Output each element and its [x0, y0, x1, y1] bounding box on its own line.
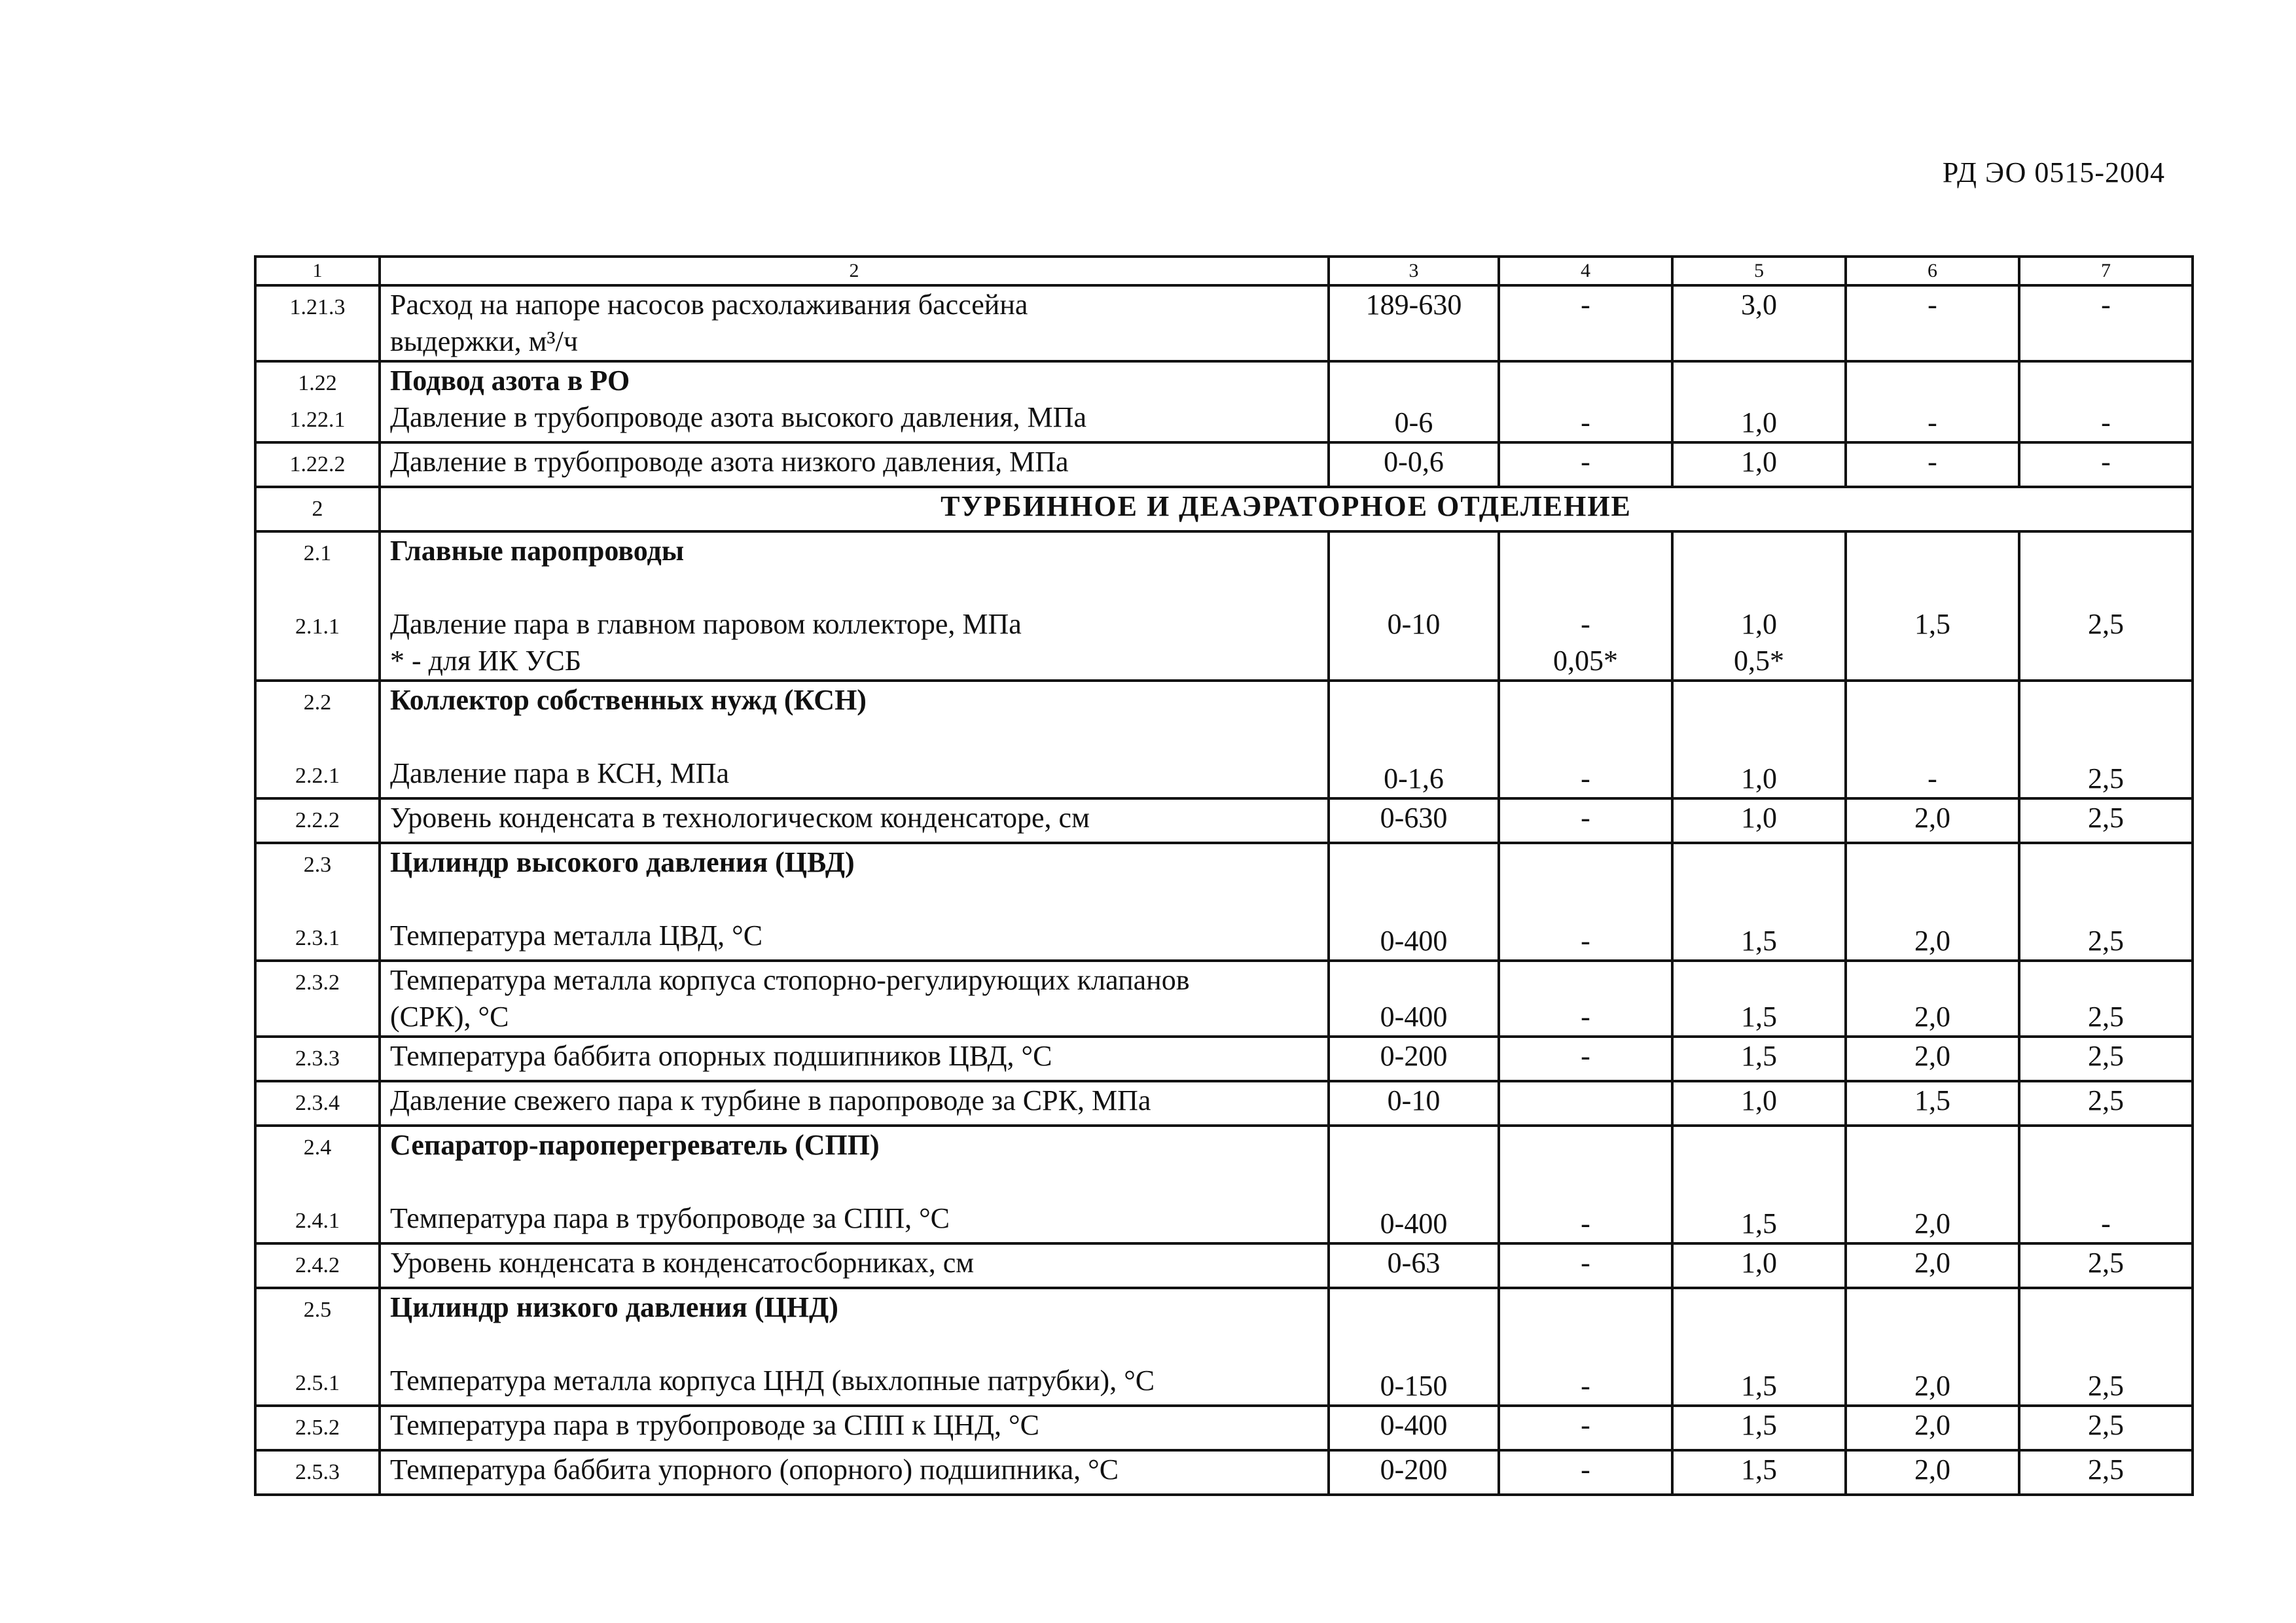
column-6-value: 2,0 — [1846, 1288, 2019, 1406]
measurement-range: 0-6 — [1329, 361, 1499, 442]
row-number: 2.1 2.1.1 — [255, 531, 380, 681]
row-number: 1.22.2 — [255, 442, 380, 487]
column-6-value: 2,0 — [1846, 843, 2019, 961]
table-row — [255, 361, 2193, 442]
column-6-value: - — [1846, 681, 2019, 798]
column-5-value: 1,0 — [1672, 681, 1846, 798]
table-row — [255, 285, 2193, 361]
table-row — [255, 1450, 2193, 1495]
parameter-name: Давление свежего пара к турбине в паропроводе за СРК, МПа — [380, 1081, 1329, 1126]
parameter-name: Уровень конденсата в конденсатосборниках, см — [380, 1243, 1329, 1288]
measurement-range: 0-400 — [1329, 1126, 1499, 1243]
column-number-header-row — [255, 257, 2193, 285]
measurement-range: 0-10 — [1329, 1081, 1499, 1126]
parameter-name-line: Температура металла корпуса стопорно-регулирующих клапанов — [390, 964, 1190, 996]
parameters-table — [254, 255, 2194, 1496]
column-number: 3 — [1329, 257, 1499, 285]
column-7-value: - — [2019, 442, 2193, 487]
column-4-value: - — [1499, 1450, 1672, 1495]
parameter-name — [380, 961, 1329, 1037]
parameter-name — [380, 681, 1329, 798]
parameter-name — [380, 361, 1329, 442]
column-4-value: - — [1499, 843, 1672, 961]
column-4-value: - — [1499, 1288, 1672, 1406]
column-7-value: 2,5 — [2019, 1288, 2193, 1406]
column-4-value: - — [1499, 1406, 1672, 1450]
column-5-value: 1,0 — [1672, 1081, 1846, 1126]
column-4-value: - — [1499, 1126, 1672, 1243]
measurement-range: 0-63 — [1329, 1243, 1499, 1288]
row-number: 1.22 1.22.1 — [255, 361, 380, 442]
parameter-name: Давление в трубопроводе азота низкого давления, МПа — [380, 442, 1329, 487]
column-7-value: 2,5 — [2019, 961, 2193, 1037]
column-6-value: - — [1846, 442, 2019, 487]
row-number: 2.2 2.2.1 — [255, 681, 380, 798]
column-4-value: - — [1499, 361, 1672, 442]
column-number: 6 — [1846, 257, 2019, 285]
column-5-value: 1,5 — [1672, 1037, 1846, 1081]
column-6-value: 2,0 — [1846, 1243, 2019, 1288]
section-row — [255, 487, 2193, 531]
parameter-name: Температура баббита опорных подшипников ЦВД, °С — [380, 1037, 1329, 1081]
column-7-value: 2,5 — [2019, 1406, 2193, 1450]
parameter-name-line: Температура металла ЦВД, °С — [390, 919, 763, 952]
group-heading: Сепаратор-пароперегреватель (СПП) — [390, 1129, 880, 1161]
column-6-value: 2,0 — [1846, 1406, 2019, 1450]
parameter-name — [380, 531, 1329, 681]
column-4-value: - — [1499, 1037, 1672, 1081]
parameter-name-line: Расход на напоре насосов расхолаживания бассейна — [390, 289, 1028, 321]
column-5-value: 1,0 0,5* — [1672, 531, 1846, 681]
row-number: 2.3.4 — [255, 1081, 380, 1126]
measurement-range: 0-150 — [1329, 1288, 1499, 1406]
column-7-value: - — [2019, 1126, 2193, 1243]
parameter-name — [380, 1126, 1329, 1243]
column-5-value: 1,0 — [1672, 442, 1846, 487]
column-6-value: 2,0 — [1846, 798, 2019, 843]
table-row — [255, 961, 2193, 1037]
column-4-value: - — [1499, 285, 1672, 361]
row-number: 2.5.3 — [255, 1450, 380, 1495]
table-row — [255, 1288, 2193, 1406]
parameter-name — [380, 1288, 1329, 1406]
measurement-range: 189-630 — [1329, 285, 1499, 361]
group-heading: Цилиндр высокого давления (ЦВД) — [390, 846, 855, 878]
footnote: * - для ИК УСБ — [390, 645, 582, 677]
row-number: 2.5.2 — [255, 1406, 380, 1450]
column-6-value: 1,5 — [1846, 531, 2019, 681]
table-row — [255, 843, 2193, 961]
row-number: 2.5 2.5.1 — [255, 1288, 380, 1406]
measurement-range: 0-400 — [1329, 961, 1499, 1037]
table-row — [255, 1037, 2193, 1081]
table-row — [255, 681, 2193, 798]
group-heading: Коллектор собственных нужд (КСН) — [390, 684, 867, 716]
table-row — [255, 798, 2193, 843]
column-7-value: - — [2019, 285, 2193, 361]
column-5-value: 1,0 — [1672, 798, 1846, 843]
column-5-value: 1,5 — [1672, 1450, 1846, 1495]
column-5-value: 1,5 — [1672, 843, 1846, 961]
row-number: 2.4.2 — [255, 1243, 380, 1288]
measurement-range: 0-630 — [1329, 798, 1499, 843]
row-number: 2.3.2 — [255, 961, 380, 1037]
parameter-name-line: выдержки, м³/ч — [390, 325, 578, 357]
column-5-value: 3,0 — [1672, 285, 1846, 361]
column-7-value: 2,5 — [2019, 1037, 2193, 1081]
table-row — [255, 442, 2193, 487]
column-6-value: 2,0 — [1846, 1126, 2019, 1243]
column-6-value: 1,5 — [1846, 1081, 2019, 1126]
column-6-value: - — [1846, 285, 2019, 361]
column-4-value: - — [1499, 442, 1672, 487]
column-6-value: - — [1846, 361, 2019, 442]
column-7-value: 2,5 — [2019, 1081, 2193, 1126]
parameter-name-line: Температура пара в трубопроводе за СПП, °С — [390, 1202, 950, 1234]
parameter-name: Уровень конденсата в технологическом конденсаторе, см — [380, 798, 1329, 843]
section-number: 2 — [255, 487, 380, 531]
column-4-value: - — [1499, 961, 1672, 1037]
column-5-value: 1,5 — [1672, 1126, 1846, 1243]
row-number: 2.3 2.3.1 — [255, 843, 380, 961]
section-title: ТУРБИННОЕ И ДЕАЭРАТОРНОЕ ОТДЕЛЕНИЕ — [380, 487, 2193, 531]
measurement-range: 0-200 — [1329, 1037, 1499, 1081]
table-row — [255, 1126, 2193, 1243]
column-4-value: - 0,05* — [1499, 531, 1672, 681]
column-7-value: 2,5 — [2019, 1243, 2193, 1288]
table-row — [255, 531, 2193, 681]
parameter-name-line: (СРК), °С — [390, 1001, 509, 1033]
row-number: 2.2.2 — [255, 798, 380, 843]
parameter-name-line: Давление пара в главном паровом коллекторе, МПа — [390, 608, 1022, 640]
row-number: 2.4 2.4.1 — [255, 1126, 380, 1243]
column-4-value: - — [1499, 681, 1672, 798]
table-row — [255, 1081, 2193, 1126]
column-6-value: 2,0 — [1846, 961, 2019, 1037]
column-number: 4 — [1499, 257, 1672, 285]
measurement-range: 0-200 — [1329, 1450, 1499, 1495]
column-5-value: 1,0 — [1672, 1243, 1846, 1288]
table-row — [255, 1243, 2193, 1288]
document-code: РД ЭО 0515-2004 — [1942, 156, 2165, 188]
column-5-value: 1,5 — [1672, 961, 1846, 1037]
parameter-name: Температура пара в трубопроводе за СПП к ЦНД, °С — [380, 1406, 1329, 1450]
column-5-value: 1,5 — [1672, 1406, 1846, 1450]
column-4-value — [1499, 1081, 1672, 1126]
column-6-value: 2,0 — [1846, 1450, 2019, 1495]
parameter-name — [380, 843, 1329, 961]
column-7-value: 2,5 — [2019, 681, 2193, 798]
group-heading: Цилиндр низкого давления (ЦНД) — [390, 1291, 838, 1323]
column-7-value: - — [2019, 361, 2193, 442]
column-number: 2 — [380, 257, 1329, 285]
column-7-value: 2,5 — [2019, 798, 2193, 843]
column-number: 1 — [255, 257, 380, 285]
group-heading: Главные паропроводы — [390, 535, 685, 567]
parameter-name — [380, 285, 1329, 361]
parameter-name-line: Температура металла корпуса ЦНД (выхлопные патрубки), °С — [390, 1364, 1155, 1397]
row-number: 1.21.3 — [255, 285, 380, 361]
parameter-name-line: Давление пара в КСН, МПа — [390, 757, 730, 789]
column-7-value: 2,5 — [2019, 843, 2193, 961]
parameter-name-line: Давление в трубопроводе азота высокого давления, МПа — [390, 401, 1086, 433]
column-7-value: 2,5 — [2019, 1450, 2193, 1495]
column-6-value: 2,0 — [1846, 1037, 2019, 1081]
parameter-name: Температура баббита упорного (опорного) подшипника, °С — [380, 1450, 1329, 1495]
measurement-range: 0-400 — [1329, 1406, 1499, 1450]
column-5-value: 1,0 — [1672, 361, 1846, 442]
column-number: 5 — [1672, 257, 1846, 285]
measurement-range: 0-400 — [1329, 843, 1499, 961]
measurement-range: 0-10 — [1329, 531, 1499, 681]
column-number: 7 — [2019, 257, 2193, 285]
column-7-value: 2,5 — [2019, 531, 2193, 681]
group-heading: Подвод азота в РО — [390, 365, 630, 397]
column-4-value: - — [1499, 798, 1672, 843]
measurement-range: 0-1,6 — [1329, 681, 1499, 798]
table-row — [255, 1406, 2193, 1450]
column-4-value: - — [1499, 1243, 1672, 1288]
row-number: 2.3.3 — [255, 1037, 380, 1081]
column-5-value: 1,5 — [1672, 1288, 1846, 1406]
measurement-range: 0-0,6 — [1329, 442, 1499, 487]
